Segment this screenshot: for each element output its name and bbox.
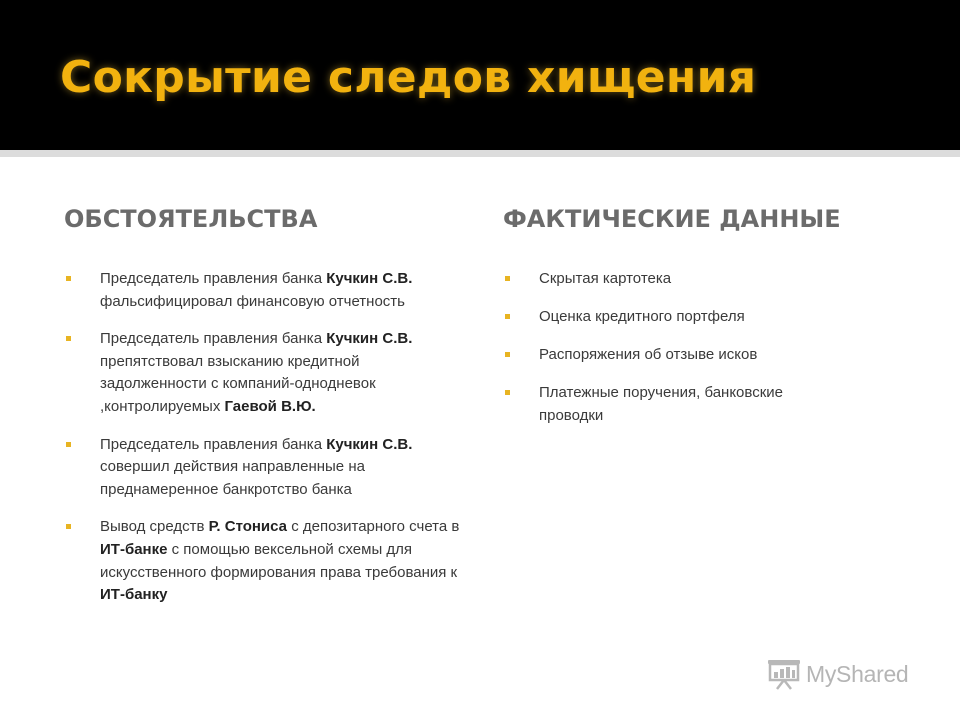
- text-run: с депозитарного счета в: [287, 518, 460, 536]
- list-item: [505, 268, 850, 291]
- text-run: Председатель правления банка: [100, 435, 327, 453]
- text-run: препятствовал взысканию кредитной задолженности с компаний-однодневок ,контролируемых: [100, 352, 376, 415]
- bullet-icon: [66, 442, 71, 447]
- bold-name: Кучкин С.В.: [326, 330, 413, 348]
- text-run: с помощью вексельной схемы для искусственного формирования права требования к: [100, 540, 458, 581]
- text-run: Распоряжения об отзыве исков: [539, 346, 758, 364]
- text-run: совершил действия направленные на преднамеренное банкротство банка: [100, 458, 365, 498]
- right-column-heading: ФАКТИЧЕСКИЕ ДАННЫЕ: [503, 205, 841, 233]
- left-column-heading: ОБСТОЯТЕЛЬСТВА: [64, 205, 318, 233]
- bullet-icon: [505, 390, 510, 395]
- bold-name: ИТ-банке: [100, 540, 168, 558]
- bold-name: Кучкин С.В.: [326, 270, 413, 287]
- text-run: Скрытая картотека: [539, 270, 672, 287]
- text-run: Председатель правления банка: [100, 270, 327, 287]
- bold-name: Кучкин С.В.: [326, 435, 413, 453]
- circumstances-list: [66, 268, 466, 622]
- bullet-icon: [505, 352, 510, 357]
- slide-title: Сокрытие следов хищения: [60, 52, 757, 103]
- presentation-board-icon: [766, 657, 802, 691]
- list-item: [66, 434, 466, 502]
- evidence-list: [505, 268, 850, 443]
- list-item: [66, 268, 466, 313]
- bullet-icon: [66, 524, 71, 529]
- bullet-icon: [66, 276, 71, 281]
- title-bar-divider: [0, 150, 960, 157]
- list-item: [505, 344, 850, 367]
- list-item: [66, 328, 466, 418]
- text-run: Вывод средств: [100, 518, 209, 536]
- list-item: [66, 516, 466, 606]
- list-item: [505, 306, 850, 329]
- text-run: фальсифицировал финансовую отчетность: [100, 292, 405, 310]
- text-run: Оценка кредитного портфеля: [539, 308, 745, 326]
- text-run: Председатель правления банка: [100, 330, 327, 348]
- bold-name: Гаевой В.Ю.: [224, 397, 316, 415]
- text-run: Платежные поручения, банковские проводки: [539, 384, 783, 424]
- bullet-icon: [66, 336, 71, 341]
- mysahred-watermark: [766, 656, 908, 692]
- watermark-text: MyShared: [806, 660, 909, 687]
- bold-name: ИТ-банку: [100, 586, 168, 604]
- list-item: [505, 382, 850, 427]
- bold-name: Р. Стониса: [208, 518, 288, 536]
- bullet-icon: [505, 314, 510, 319]
- bullet-icon: [505, 276, 510, 281]
